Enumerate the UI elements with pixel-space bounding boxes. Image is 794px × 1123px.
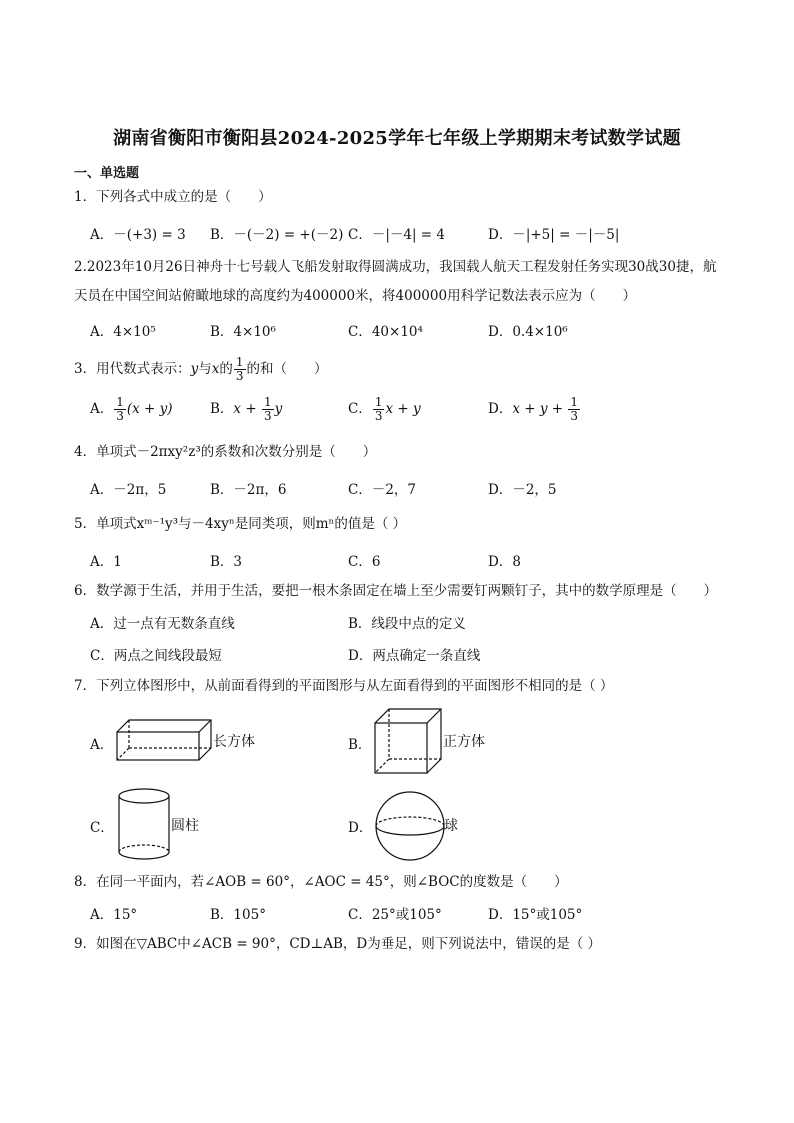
question-3: 3．用代数式表示：y与x的 $\frac{1}{3}$ 的和（ ） bbox=[74, 355, 328, 383]
q2-option-d: D．0.4×10⁶ bbox=[488, 324, 568, 340]
q5-option-d: D．8 bbox=[488, 554, 521, 570]
question-9: 9．如图在▽ABC中∠ACB = 90°，CD⊥AB，D为垂足，则下列说法中，错误的是（ ） bbox=[74, 936, 601, 952]
q8-option-a: A．15° bbox=[90, 907, 138, 923]
cube-figure bbox=[372, 706, 444, 776]
q3-option-d: D．x + y + $\frac{1}{3}$ bbox=[488, 395, 579, 423]
q1-option-c: C．－|－4| = 4 bbox=[348, 227, 445, 243]
question-2: 2.2023年10月26日神舟十七号载人飞船发射取得圆满成功，我国载人航天工程发射任务实现30战30捷，航天员在中国空间站俯瞰地球的高度约为400000米，将400000用科学记数法表示应为（ ） bbox=[74, 259, 717, 304]
q1-option-b: B．－(－2) = +(－2) bbox=[210, 227, 344, 243]
q4-option-a: A．－2π，5 bbox=[90, 482, 167, 498]
q2-option-a: A．4×10⁵ bbox=[90, 324, 156, 340]
q7-option-d: D． bbox=[348, 820, 373, 836]
q2-option-c: C．40×10⁴ bbox=[348, 324, 423, 340]
q2-option-b: B．4×10⁶ bbox=[210, 324, 276, 340]
q6-option-b: B．线段中点的定义 bbox=[348, 616, 466, 632]
q8-option-c: C．25°或105° bbox=[348, 907, 442, 923]
cuboid-figure bbox=[114, 714, 214, 764]
question-8: 8．在同一平面内，若∠AOB = 60°，∠AOC = 45°，则∠BOC的度数是（ ） bbox=[74, 874, 568, 890]
q3-option-b: B．x + $\frac{1}{3}$ y bbox=[210, 395, 283, 423]
q5-option-c: C．6 bbox=[348, 554, 381, 570]
question-7: 7．下列立体图形中，从前面看得到的平面图形与从左面看得到的平面图形不相同的是（ ） bbox=[74, 678, 614, 694]
q1-option-d: D．－|+5| = －|－5| bbox=[488, 227, 620, 243]
q5-option-b: B．3 bbox=[210, 554, 243, 570]
sphere-figure bbox=[372, 788, 448, 864]
q7-option-b-name: 正方体 bbox=[443, 734, 485, 750]
q3-option-c: C． $\frac{1}{3}$ x + y bbox=[348, 395, 421, 423]
question-6: 6．数学源于生活，并用于生活，要把一根木条固定在墙上至少需要钉两颗钉子，其中的数学原理是（ ） bbox=[74, 583, 718, 599]
q6-option-c: C．两点之间线段最短 bbox=[90, 648, 222, 664]
q7-option-c: C． bbox=[90, 820, 114, 836]
q7-option-a: A． bbox=[90, 737, 114, 753]
q4-option-c: C．－2，7 bbox=[348, 482, 417, 498]
q7-option-d-name: 球 bbox=[444, 818, 458, 834]
q1-option-a: A．－(+3) = 3 bbox=[90, 227, 186, 243]
page-title: 湖南省衡阳市衡阳县2024-2025学年七年级上学期期末考试数学试题 bbox=[113, 128, 681, 149]
q8-option-b: B．105° bbox=[210, 907, 266, 923]
question-5: 5．单项式xᵐ⁻¹y³与－4xyⁿ是同类项，则mⁿ的值是（ ） bbox=[74, 516, 407, 532]
q4-option-d: D．－2，5 bbox=[488, 482, 557, 498]
cylinder-figure bbox=[116, 786, 172, 864]
q6-option-a: A．过一点有无数条直线 bbox=[90, 616, 235, 632]
question-1: 1．下列各式中成立的是（ ） bbox=[74, 189, 272, 205]
q4-option-b: B．－2π，6 bbox=[210, 482, 287, 498]
fraction-one-third: $\frac{1}{3}$ bbox=[235, 355, 244, 383]
q5-option-a: A．1 bbox=[90, 554, 122, 570]
question-4: 4．单项式－2πxy²z³的系数和次数分别是（ ） bbox=[74, 444, 377, 460]
q7-option-b: B． bbox=[348, 737, 372, 753]
q6-option-d: D．两点确定一条直线 bbox=[348, 648, 481, 664]
q8-option-d: D．15°或105° bbox=[488, 907, 583, 923]
section-heading: 一、单选题 bbox=[74, 166, 140, 181]
q7-option-c-name: 圆柱 bbox=[171, 818, 199, 834]
q7-option-a-name: 长方体 bbox=[213, 734, 255, 750]
q3-option-a: A． $\frac{1}{3}$ (x + y) bbox=[90, 395, 173, 423]
